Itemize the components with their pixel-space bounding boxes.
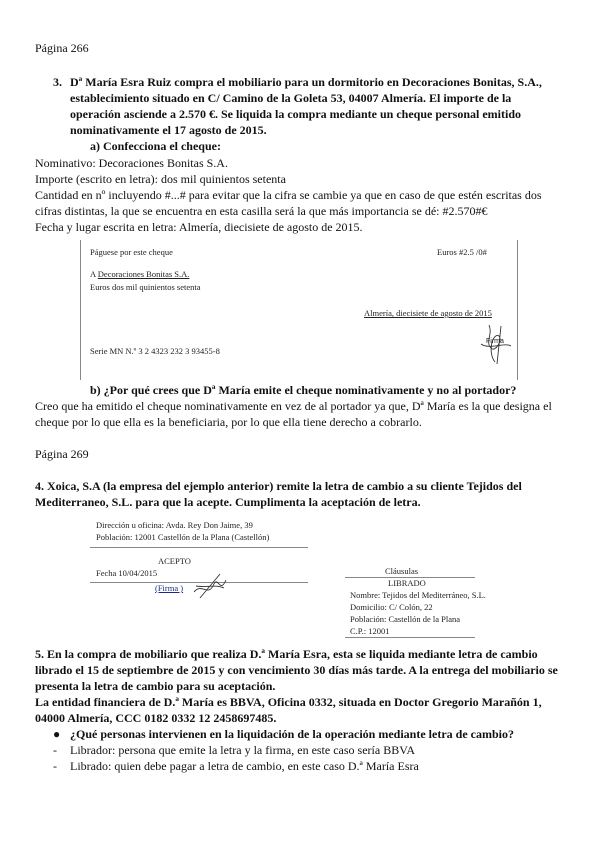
q3b-answer-2: cheque por lo que ella es la beneficiaria, por lo que ella tiene derecho a cobrarlo. [35,415,422,429]
q5-line-2: librado el 15 de septiembre de 2015 y con vencimiento 30 días más tarde. A la entrega del mobiliario se [35,663,558,677]
letra-firma-label: (Firma ) [155,583,184,593]
q5-line-3: presenta la letra de cambio para su aceptación. [35,679,276,693]
letra-librado: LIBRADO [388,578,426,588]
page-number-269: Página 269 [35,447,89,461]
q3-line-2: establecimiento situado en C/ Camino de la Goleta 53, 04007 Almería. El importe de la [70,91,512,105]
q3-number: 3. [53,75,62,89]
letra-nombre: Nombre: Tejidos del Mediterráneo, S.L. [350,590,486,600]
letra-domicilio: Domicilio: C/ Colón, 22 [350,602,433,612]
q3-line-3: operación asciende a 2.570 €. Se liquida la compra mediante un cheque personal emitido [70,107,522,121]
q3a-answer-3: Cantidad en nº incluyendo #...# para evitar que la cifra se cambie ya que en caso de que estén escritas dos [35,188,542,202]
q5-line-1: 5. En la compra de mobiliario que realiza D.ª María Esra, esta se liquida mediante letra de cambio [35,647,538,661]
letra-fecha: Fecha 10/04/2015 [96,568,158,578]
cheque-serial: Serie MN N.º 3 2 4323 232 3 93455-8 [90,346,220,356]
letra-signature-icon [190,572,230,602]
letra-clausulas: Cláusulas [385,566,419,576]
cheque-euros-box: Euros #2.5 /0# [437,247,487,257]
q5-bullet-question: ¿Qué personas intervienen en la liquidación de la operación mediante letra de cambio? [70,727,514,741]
q5-line-5: 04000 Almería, CCC 0182 0332 12 2458697485. [35,711,277,725]
cheque-pay-label: Páguese por este cheque [90,247,173,257]
q3b-answer-1: Creo que ha emitido el cheque nominativamente en vez de al portador ya que, Dª María es la que designa el [35,399,552,413]
cheque-signature-label: Firma [486,338,504,345]
q5-item-librado: Librado: quien debe pagar a letra de cambio, en este caso D.ª María Esra [70,759,419,773]
letra-address: Dirección u oficina: Avda. Rey Don Jaime, 39 [96,520,253,530]
letra-poblacion: Población: Castellón de la Plana [350,614,461,624]
dash-icon: - [53,759,57,773]
dash-icon: - [53,743,57,757]
q3-line-1: Dª María Esra Ruiz compra el mobiliario para un dormitorio en Decoraciones Bonitas, S.A., [70,75,542,89]
letra-acepto: ACEPTO [158,556,191,566]
page-number-266: Página 266 [35,41,89,55]
q3a-answer-1: Nominativo: Decoraciones Bonitas S.A. [35,156,228,170]
q3a-label: a) Confecciona el cheque: [90,139,221,153]
q5-line-4: La entidad financiera de D.ª María es BBVA, Oficina 0332, situada en Doctor Gregorio Marañón 1, [35,695,542,709]
letra-population: Población: 12001 Castellón de la Plana (Castellón) [96,532,270,542]
q3a-answer-5: Fecha y lugar escrita en letra: Almería, diecisiete de agosto de 2015. [35,220,363,234]
cheque-payee-line: A Decoraciones Bonitas S.A. [90,269,190,279]
cheque-place-date: Almería, diecisiete de agosto de 2015 [364,308,492,318]
cheque-amount-words: Euros dos mil quinientos setenta [90,282,201,292]
q5-item-librador: Librador: persona que emite la letra y la firma, en este caso sería BBVA [70,743,415,757]
cheque-payee: Decoraciones Bonitas S.A. [97,269,190,279]
q4-line-1: 4. Xoica, S.A (la empresa del ejemplo anterior) remite la letra de cambio a su cliente Tejidos del [35,479,522,493]
q4-line-2: Mediterraneo, S.L. para que la acepte. Cumplimenta la aceptación de letra. [35,495,421,509]
q3b-label: b) ¿Por qué crees que Dª María emite el cheque nominativamente y no al portador? [90,383,517,397]
q3a-answer-2: Importe (escrito en letra): dos mil quinientos setenta [35,172,286,186]
q3-line-4: nominativamente el 17 agosto de 2015. [70,123,267,137]
letra-cp: C.P.: 12001 [350,626,390,636]
q3a-answer-4: cifras distintas, la que se encuentra en esta casilla será la que más importancia se dé: #2.570#€ [35,204,488,218]
bullet-icon: ● [53,727,61,741]
